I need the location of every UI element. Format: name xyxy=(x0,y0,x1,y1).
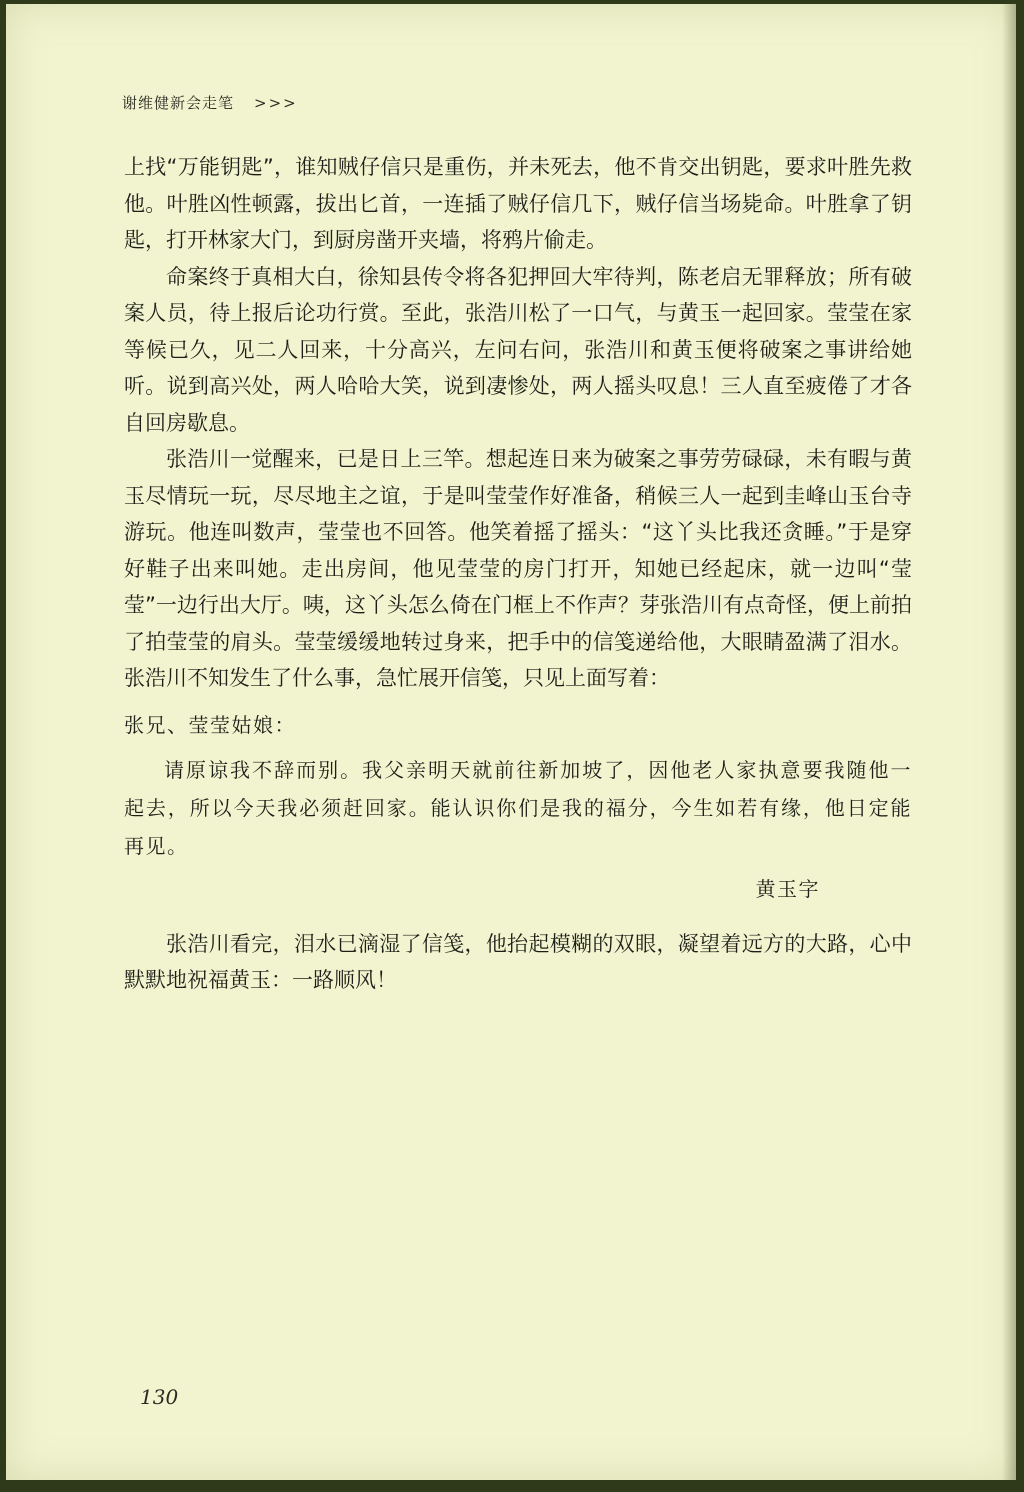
page-edge-shadow xyxy=(1002,4,1016,1480)
letter-salutation: 张兄、莹莹姑娘： xyxy=(124,712,296,737)
paragraph-2: 命案终于真相大白，徐知县传令将各犯押回大牢待判，陈老启无罪释放；所有破案人员，待上报后论功行赏。至此，张浩川松了一口气，与黄玉一起回家。莹莹在家等候已久，见二人回来，十分高兴，左问右问，张浩川和黄玉便将破案之事讲给她听。说到高兴处，两人哈哈大笑，说到凄惨处，两人摇头叹息！三人直至疲倦了才各自回房歇息。 xyxy=(124,264,912,435)
letter-block xyxy=(124,707,912,908)
main-text xyxy=(124,149,912,999)
paragraph-1: 上找“万能钥匙”，谁知贼仔信只是重伤，并未死去，他不肯交出钥匙，要求叶胜先救他。叶胜凶性顿露，拔出匕首，一连插了贼仔信几下，贼仔信当场毙命。叶胜拿了钥匙，打开林家大门，到厨房凿开夹墙，将鸦片偷走。 xyxy=(124,155,912,252)
paragraph-3: 张浩川一觉醒来，已是日上三竿。想起连日来为破案之事劳劳碌碌，未有暇与黄玉尽情玩一玩，尽尽地主之谊，于是叫莹莹作好准备，稍候三人一起到圭峰山玉台寺游玩。他连叫数声，莹莹也不回答。他笑着摇了摇头：“这丫头比我还贪睡。”于是穿好鞋子出来叫她。走出房间，他见莹莹的房门打开，知她已经起床，就一边叫“莹莹”一边行出大厅。咦，这丫头怎么倚在门框上不作声？芽张浩川有点奇怪，便上前拍了拍莹莹的肩头。莹莹缓缓地转过身来，把手中的信笺递给他，大眼睛盈满了泪水。张浩川不知发生了什么事，急忙展开信笺，只见上面写着： xyxy=(124,447,912,690)
running-header xyxy=(122,92,298,113)
book-page xyxy=(6,4,1016,1480)
letter-body: 请原谅我不辞而别。我父亲明天就前往新加坡了，因他老人家执意要我随他一起去，所以今天我必须赶回家。能认识你们是我的福分，今生如若有缘，他日定能再见。 xyxy=(124,758,912,858)
header-chevrons: >>> xyxy=(254,94,298,112)
page-number: 130 xyxy=(140,1385,179,1409)
closing-paragraph: 张浩川看完，泪水已滴湿了信笺，他抬起模糊的双眼，凝望着远方的大路，心中默默地祝福黄玉：一路顺风！ xyxy=(124,931,912,992)
book-title: 谢维健新会走笔 xyxy=(122,94,235,112)
letter-signature: 黄玉字 xyxy=(755,877,820,901)
